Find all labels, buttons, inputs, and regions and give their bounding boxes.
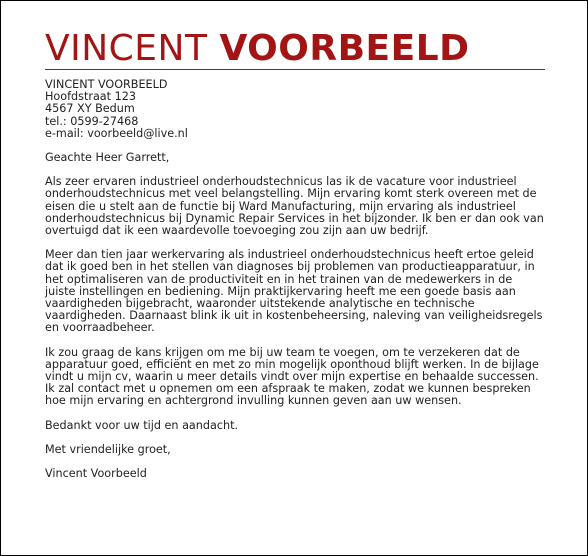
letter-header [45, 29, 470, 69]
closing-line: Met vriendelijke groet, [45, 442, 171, 456]
contact-street: Hoofdstraat 123 [45, 90, 136, 104]
signature: Vincent Voorbeeld [45, 467, 147, 481]
header-last-name: VOORBEELD [219, 28, 470, 69]
contact-email: e-mail: voorbeeld@live.nl [45, 126, 188, 140]
paragraph-1: Als zeer ervaren industrieel onderhoudstechnicus las ik de vacature voor industrieel onderhoudstechnicus met veel belangstelling. Mijn ervaring komt sterk overeen met de eisen die u stelt aan de functie bij Ward Manufacturing, mijn ervaring als industrieel onderhoudstechnicus bij Dynamic Repair Services in het bijzonder. Ik ben er dan ook van overtuigd dat ik een waardevolle toevoeging zou zijn aan uw bedrijf. [45, 175, 544, 238]
header-first-name: VINCENT [45, 28, 208, 69]
salutation: Geachte Heer Garrett, [45, 151, 170, 165]
paragraph-3: Ik zou graag de kans krijgen om me bij uw team te voegen, om te verzekeren dat de apparatuur goed, efficiënt en met zo min mogelijk oponthoud blijft werken. In de bijlage vindt u mijn cv, waarin u meer details vindt over mijn expertise en behaalde successen. Ik zal contact met u opnemen om een afspraak te maken, zodat we kunnen bespreken hoe mijn ervaring en achtergrond invulling kunnen geven aan uw wensen. [45, 345, 539, 408]
contact-phone: tel.: 0599-27468 [45, 114, 139, 128]
letter-body [45, 79, 545, 492]
contact-name: VINCENT VOORBEELD [45, 78, 168, 91]
paragraph-2: Meer dan tien jaar werkervaring als industrieel onderhoudstechnicus heeft ertoe geleid dat ik goed ben in het stellen van diagnoses bij problemen van productieapparatuur, in het optimaliseren van de productiviteit en in het trainen van de medewerkers in de juiste instellingen en bediening. Mijn praktijkervaring heeft me een goede basis aan vaardigheden bijgebracht, waaronder uitstekende analytische en technische vaardigheden. Daarnaast blink ik uit in kostenbeheersing, naleving van veiligheidsregels en voorraadbeheer. [45, 248, 543, 335]
thanks-line: Bedankt voor uw tijd en aandacht. [45, 418, 239, 432]
header-divider [45, 69, 545, 70]
contact-block [45, 79, 545, 140]
contact-city: 4567 XY Bedum [45, 102, 135, 116]
